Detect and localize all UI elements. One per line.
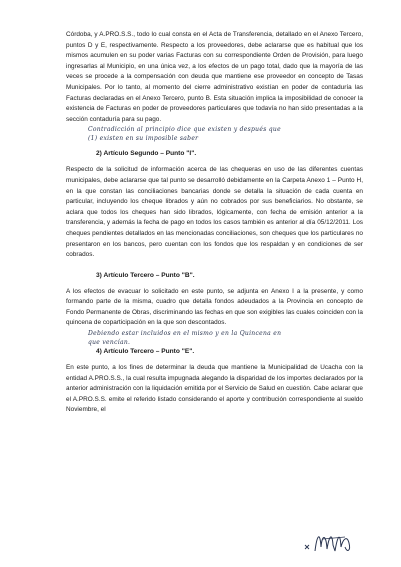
- paragraph-transfer-invoices: Córdoba, y A.PRO.S.S., todo lo cual consta en el Acta de Transferencia, detallado en el Anexo Tercero, puntos D y E, respectivamente. Respecto a los proveedores, debe aclararse que es habitual que los mismos acumulen en su poder varias Facturas con su correspondiente Orden de Provisión, para luego ingresarlas al Municipio, en una única vez, a los efectos de un pago total, dado que la mayoría de las veces se procede a la compensación con deuda que mantiene ese proveedor en concepto de Tasas Municipales. Por lo tanto, al momento del cierre administrativo existían en poder de contaduría las Facturas declaradas en el Anexo Tercero, punto B. Esta situación implica la imposibilidad de conocer la existencia de Facturas en poder de proveedores particulares que todavía no han sido presentadas a la sección contaduría para su pago.: [66, 31, 363, 123]
- paragraph-aposs-debt: En este punto, a los fines de determinar la deuda que mantiene la Municipalidad de Ucacha con la entidad A.PRO.S.S., la cual resulta impugnada alegando la disparidad de los importes declarados por la anterior administración con la liquidación emitida por el Servicio de Salud en cuestión. Cabe aclarar que el A.PRO.S.S. emite el referido listado considerando el aporte y contribución correspondiente al sueldo Noviembre, el: [66, 364, 363, 414]
- handwritten-note-line: (1) existen en su imposible saber: [88, 135, 199, 143]
- handwritten-note-line: Debiendo estar incluidos en el mismo y en la Quincena en: [88, 330, 282, 338]
- handwritten-signature-icon: [301, 525, 361, 557]
- handwritten-note-contradiction: [66, 125, 363, 143]
- section-heading-article-3e: 4) Artículo Tercero – Punto "E".: [96, 348, 195, 356]
- paragraph-permanent-fund: A los efectos de evacuar lo solicitado en este punto, se adjunta en Anexo I a la presente, y como formando parte de la misma, cuadro que detalla fondos adeudados a la Provincia en concepto de Fondo Permanente de Obras, discriminando las fechas en que son exigibles las cuales coinciden con la quincena de coparticipación en la que son descontados.: [66, 287, 363, 327]
- section-heading-article-3b: 3) Artículo Tercero – Punto "B".: [96, 271, 195, 279]
- handwritten-note-line: que vencían.: [88, 339, 131, 347]
- paragraph-checkbooks: Respecto de la solicitud de información acerca de las chequeras en uso de las diferentes cuentas municipales, debe aclararse que tal punto se desarrolló debidamente en la Carpeta Anexo 1 – Punto H, en la que constan las conciliaciones bancarias donde se detalla la situación de cada cuenta en particular, incluyendo los cheque librados y aún no cobrados por sus beneficiarios. No obstante, se aclara que todos los cheques han sido librados, lógicamente, con fecha de emisión anterior a la transferencia, y además la fecha de pago en todos los casos también es anterior al día 05/12/2011. Los cheques pendientes detallados en las mencionadas conciliaciones, son cheques que los particulares no presentaron en los bancos, pero cuentan con los fondos que los respaldan y en condiciones de ser cobrados.: [66, 166, 363, 259]
- handwritten-note-fortnight: [66, 329, 363, 347]
- handwritten-note-line: Contradicción al principio dice que existen y después que: [88, 126, 281, 134]
- section-heading-article-2: 2) Artículo Segundo – Punto "I".: [96, 150, 197, 158]
